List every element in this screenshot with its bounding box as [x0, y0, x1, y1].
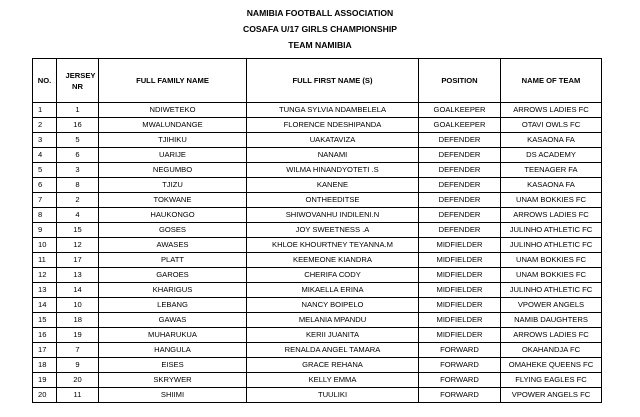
position: DEFENDER [419, 223, 501, 238]
table-row [33, 238, 602, 253]
table-row [33, 148, 602, 163]
team-name: UNAM BOKKIES FC [501, 268, 602, 283]
team-name: OTAVI OWLS FC [501, 118, 602, 133]
position: DEFENDER [419, 133, 501, 148]
team-name: JULINHO ATHLETIC FC [501, 238, 602, 253]
position: MIDFIELDER [419, 253, 501, 268]
team-name: UNAM BOKKIES FC [501, 193, 602, 208]
first-name: KEEMEONE KIANDRA [247, 253, 419, 268]
table-row [33, 163, 602, 178]
family-name: SKRYWER [99, 373, 247, 388]
table-row [33, 118, 602, 133]
family-name: GAWAS [99, 313, 247, 328]
table-row [33, 373, 602, 388]
family-name: UARIJE [99, 148, 247, 163]
first-name: JOY SWEETNESS .A [247, 223, 419, 238]
team-name: JULINHO ATHLETIC FC [501, 223, 602, 238]
team-name: KASAONA FA [501, 133, 602, 148]
team-name: ARROWS LADIES FC [501, 103, 602, 118]
row-number: 4 [33, 148, 57, 163]
header-first-name: FULL FIRST NAME (S) [247, 59, 419, 103]
first-name: TUULIKI [247, 388, 419, 403]
first-name: MIKAELLA ERINA [247, 283, 419, 298]
family-name: MWALUNDANGE [99, 118, 247, 133]
association-title: NAMIBIA FOOTBALL ASSOCIATION [246, 8, 394, 18]
championship-title: COSAFA U/17 GIRLS CHAMPIONSHIP [243, 24, 397, 34]
row-number: 16 [33, 328, 57, 343]
jersey-number: 11 [57, 388, 99, 403]
row-number: 2 [33, 118, 57, 133]
family-name: EISES [99, 358, 247, 373]
team-name: JULINHO ATHLETIC FC [501, 283, 602, 298]
position: MIDFIELDER [419, 298, 501, 313]
first-name: SHIWOVANHU INDILENI.N [247, 208, 419, 223]
family-name: TOKWANE [99, 193, 247, 208]
family-name: LEBANG [99, 298, 247, 313]
row-number: 11 [33, 253, 57, 268]
position: DEFENDER [419, 193, 501, 208]
first-name: WILMA HINANDYOTETI .S [247, 163, 419, 178]
first-name: NANAMI [247, 148, 419, 163]
row-number: 15 [33, 313, 57, 328]
team-name: VPOWER ANGELS [501, 298, 602, 313]
team-name: UNAM BOKKIES FC [501, 253, 602, 268]
jersey-number: 1 [57, 103, 99, 118]
table-row [33, 388, 602, 403]
header-jersey-label: JERSEY NR [65, 70, 96, 91]
position: GOALKEEPER [419, 118, 501, 133]
position: DEFENDER [419, 163, 501, 178]
first-name: KANENE [247, 178, 419, 193]
header-position: POSITION [419, 59, 501, 103]
position: FORWARD [419, 388, 501, 403]
family-name: AWASES [99, 238, 247, 253]
family-name: SHIIMI [99, 388, 247, 403]
first-name: GRACE REHANA [247, 358, 419, 373]
row-number: 5 [33, 163, 57, 178]
row-number: 20 [33, 388, 57, 403]
family-name: GOSES [99, 223, 247, 238]
squad-table [32, 58, 602, 403]
jersey-number: 3 [57, 163, 99, 178]
row-number: 3 [33, 133, 57, 148]
row-number: 7 [33, 193, 57, 208]
position: FORWARD [419, 373, 501, 388]
family-name: GAROES [99, 268, 247, 283]
header-team: NAME OF TEAM [501, 59, 602, 103]
jersey-number: 17 [57, 253, 99, 268]
first-name: RENALDA ANGEL TAMARA [247, 343, 419, 358]
position: MIDFIELDER [419, 283, 501, 298]
position: MIDFIELDER [419, 268, 501, 283]
jersey-number: 12 [57, 238, 99, 253]
table-row [33, 133, 602, 148]
jersey-number: 9 [57, 358, 99, 373]
table-row [33, 268, 602, 283]
table-row [33, 343, 602, 358]
first-name: UAKATAVIZA [247, 133, 419, 148]
header-family-name: FULL FAMILY NAME [99, 59, 247, 103]
jersey-number: 8 [57, 178, 99, 193]
position: GOALKEEPER [419, 103, 501, 118]
row-number: 12 [33, 268, 57, 283]
family-name: HANGULA [99, 343, 247, 358]
jersey-number: 5 [57, 133, 99, 148]
row-number: 9 [33, 223, 57, 238]
first-name: CHERIFA CODY [247, 268, 419, 283]
row-number: 14 [33, 298, 57, 313]
table-row [33, 208, 602, 223]
header-row [33, 59, 602, 103]
row-number: 13 [33, 283, 57, 298]
table-row [33, 223, 602, 238]
jersey-number: 13 [57, 268, 99, 283]
first-name: TUNGA SYLVIA NDAMBELELA [247, 103, 419, 118]
family-name: TJIZU [99, 178, 247, 193]
jersey-number: 19 [57, 328, 99, 343]
team-title: TEAM NAMIBIA [288, 40, 352, 50]
team-name: ARROWS LADIES FC [501, 328, 602, 343]
jersey-number: 18 [57, 313, 99, 328]
family-name: PLATT [99, 253, 247, 268]
header-jersey [57, 59, 99, 103]
team-name: DS ACADEMY [501, 148, 602, 163]
jersey-number: 6 [57, 148, 99, 163]
team-name: KASAONA FA [501, 178, 602, 193]
first-name: KERII JUANITA [247, 328, 419, 343]
position: DEFENDER [419, 178, 501, 193]
row-number: 19 [33, 373, 57, 388]
jersey-number: 14 [57, 283, 99, 298]
row-number: 6 [33, 178, 57, 193]
table-row [33, 298, 602, 313]
team-name: TEENAGER FA [501, 163, 602, 178]
position: DEFENDER [419, 148, 501, 163]
row-number: 1 [33, 103, 57, 118]
first-name: ONTHEEDITSE [247, 193, 419, 208]
table-row [33, 178, 602, 193]
position: MIDFIELDER [419, 238, 501, 253]
first-name: KELLY EMMA [247, 373, 419, 388]
first-name: NANCY BOIPELO [247, 298, 419, 313]
family-name: TJIHIKU [99, 133, 247, 148]
family-name: NEGUMBO [99, 163, 247, 178]
family-name: KHARIGUS [99, 283, 247, 298]
team-name: OKAHANDJA FC [501, 343, 602, 358]
team-name: NAMIB DAUGHTERS [501, 313, 602, 328]
row-number: 17 [33, 343, 57, 358]
first-name: FLORENCE NDESHIPANDA [247, 118, 419, 133]
position: MIDFIELDER [419, 328, 501, 343]
team-name: ARROWS LADIES FC [501, 208, 602, 223]
jersey-number: 15 [57, 223, 99, 238]
first-name: MELANIA MPANDU [247, 313, 419, 328]
team-name: FLYING EAGLES FC [501, 373, 602, 388]
jersey-number: 16 [57, 118, 99, 133]
team-name: VPOWER ANGELS FC [501, 388, 602, 403]
table-row [33, 193, 602, 208]
jersey-number: 10 [57, 298, 99, 313]
row-number: 8 [33, 208, 57, 223]
position: FORWARD [419, 343, 501, 358]
position: MIDFIELDER [419, 313, 501, 328]
row-number: 10 [33, 238, 57, 253]
jersey-number: 20 [57, 373, 99, 388]
position: FORWARD [419, 358, 501, 373]
jersey-number: 7 [57, 343, 99, 358]
table-row [33, 253, 602, 268]
jersey-number: 2 [57, 193, 99, 208]
header-no: NO. [33, 59, 57, 103]
table-row [33, 313, 602, 328]
team-name: OMAHEKE QUEENS FC [501, 358, 602, 373]
table-row [33, 328, 602, 343]
first-name: KHLOE KHOURTNEY TEYANNA.M [247, 238, 419, 253]
family-name: MUHARUKUA [99, 328, 247, 343]
jersey-number: 4 [57, 208, 99, 223]
position: DEFENDER [419, 208, 501, 223]
family-name: NDIWETEKO [99, 103, 247, 118]
table-row [33, 283, 602, 298]
table-row [33, 358, 602, 373]
table-row [33, 103, 602, 118]
family-name: HAUKONGO [99, 208, 247, 223]
row-number: 18 [33, 358, 57, 373]
